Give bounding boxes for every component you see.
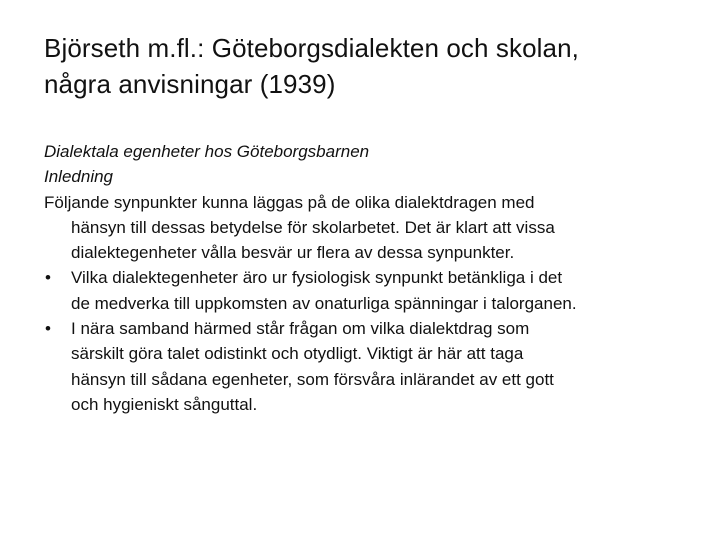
slide-title bbox=[44, 30, 694, 102]
bullet-icon: • bbox=[45, 268, 51, 288]
title-line-1: Björseth m.fl.: Göteborgsdialekten och skolan, bbox=[44, 33, 579, 63]
paragraph-line: hänsyn till dessas betydelse för skolarbetet. Det är klart att vissa bbox=[71, 217, 555, 237]
bullet-line bbox=[44, 265, 694, 290]
paragraph-line: dialektegenheter vålla besvär ur flera av dessa synpunkter. bbox=[71, 243, 515, 263]
bullet-text: Vilka dialektegenheter äro ur fysiologisk synpunkt betänkliga i det bbox=[71, 268, 563, 288]
bullet-line bbox=[44, 316, 694, 341]
intro-paragraph bbox=[44, 190, 694, 266]
title-line-2: några anvisningar (1939) bbox=[44, 69, 336, 99]
bullet-text: och hygieniskt sånguttal. bbox=[71, 394, 258, 414]
bullet-item-2 bbox=[44, 316, 694, 417]
slide-body bbox=[44, 139, 694, 417]
bullet-text: särskilt göra talet odistinkt och otydligt. Viktigt är här att taga bbox=[71, 344, 524, 364]
bullet-icon: • bbox=[45, 319, 51, 339]
bullet-text: de medverka till uppkomsten av onaturliga spänningar i talorganen. bbox=[71, 293, 577, 313]
subheading-dialect-features: Dialektala egenheter hos Göteborgsbarnen bbox=[44, 142, 370, 161]
bullet-item-1 bbox=[44, 265, 694, 316]
bullet-text: hänsyn till sådana egenheter, som försvåra inlärandet av ett gott bbox=[71, 369, 554, 389]
subheading-introduction: Inledning bbox=[44, 167, 114, 187]
bullet-text: I nära samband härmed står frågan om vilka dialektdrag som bbox=[71, 319, 530, 339]
paragraph-line: Följande synpunkter kunna läggas på de olika dialektdragen med bbox=[44, 192, 535, 212]
